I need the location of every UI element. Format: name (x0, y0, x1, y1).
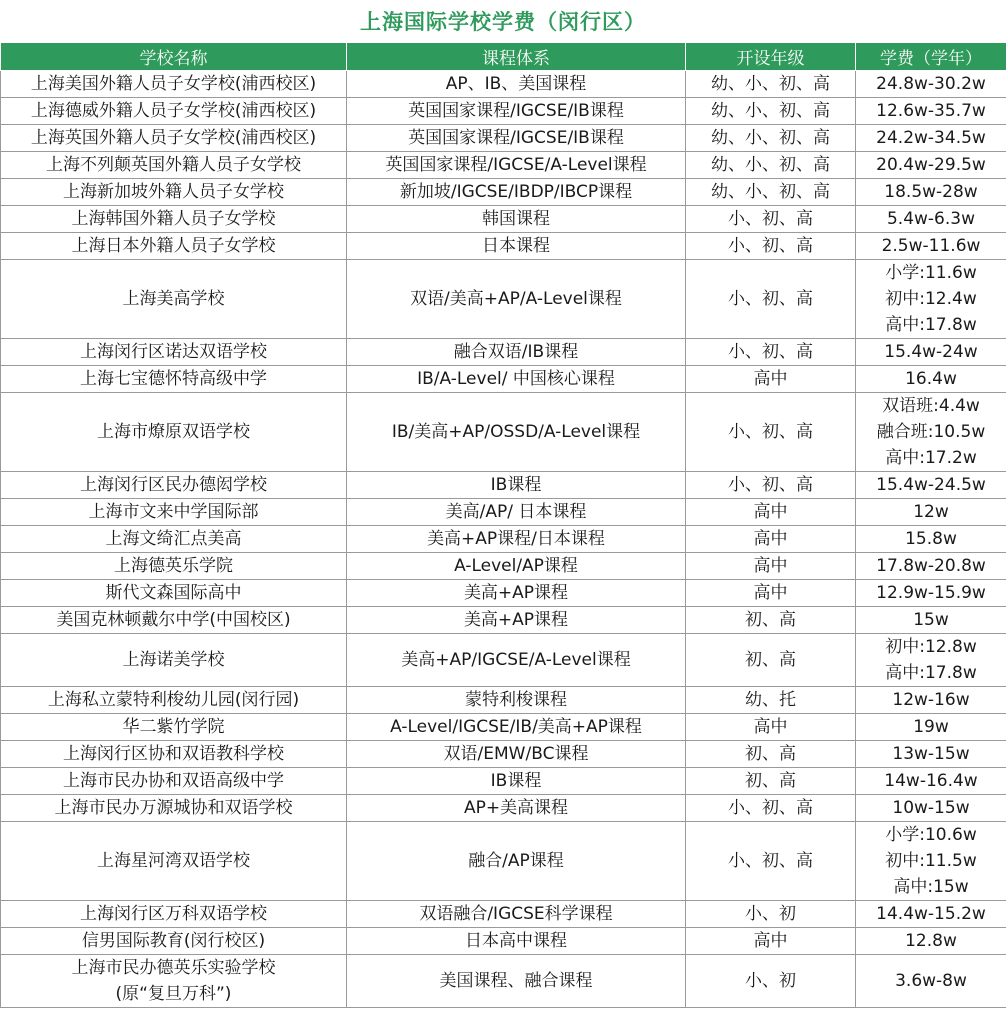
school-name-cell-line: 上海韩国外籍人员子女学校 (71, 209, 276, 229)
tuition-cell (856, 526, 1006, 553)
curriculum-cell: IB课程 (347, 472, 686, 499)
grades-cell: 高中 (686, 499, 856, 526)
school-name-cell-line: 上海美国外籍人员子女学校(浦西校区) (30, 74, 317, 94)
curriculum-cell: 美高+AP课程/日本课程 (347, 526, 686, 553)
curriculum-cell: AP、IB、美国课程 (347, 71, 686, 98)
school-name-cell (1, 741, 347, 768)
school-name-cell (1, 233, 347, 260)
tuition-cell (856, 233, 1006, 260)
school-name-cell (1, 714, 347, 741)
grades-cell: 高中 (686, 580, 856, 607)
table-row (1, 260, 1006, 339)
school-name-cell (1, 206, 347, 233)
table-row (1, 98, 1006, 125)
school-name-cell (1, 152, 347, 179)
grades-cell: 初、高 (686, 607, 856, 634)
page-title: 上海国际学校学费（闵行区） (360, 10, 646, 34)
curriculum-cell: 美高/AP/ 日本课程 (347, 499, 686, 526)
school-name-cell (1, 553, 347, 580)
grades-cell: 高中 (686, 714, 856, 741)
table-row (1, 499, 1006, 526)
school-name-cell-line: 上海美高学校 (122, 289, 225, 309)
grades-cell: 小、初、高 (686, 822, 856, 901)
table-row (1, 928, 1006, 955)
table-row (1, 901, 1006, 928)
tuition-cell-line: 13w-15w (892, 744, 970, 764)
grades-cell: 高中 (686, 526, 856, 553)
tuition-cell-line: 双语班:4.4w (882, 396, 980, 416)
school-name-cell (1, 98, 347, 125)
curriculum-cell: 美国课程、融合课程 (347, 955, 686, 1008)
table-row (1, 741, 1006, 768)
grades-cell: 高中 (686, 366, 856, 393)
tuition-cell (856, 152, 1006, 179)
school-name-cell-line: 上海七宝德怀特高级中学 (80, 369, 267, 389)
table-row (1, 393, 1006, 472)
tuition-cell-line: 24.8w-30.2w (876, 74, 986, 94)
school-name-cell (1, 393, 347, 472)
tuition-cell (856, 339, 1006, 366)
curriculum-cell: 英国国家课程/IGCSE/IB课程 (347, 125, 686, 152)
tuition-cell-line: 12.6w-35.7w (876, 101, 986, 121)
tuition-cell (856, 472, 1006, 499)
curriculum-cell: IB课程 (347, 768, 686, 795)
curriculum-cell: 融合双语/IB课程 (347, 339, 686, 366)
table-row (1, 366, 1006, 393)
table-body (1, 71, 1006, 1008)
table-row (1, 580, 1006, 607)
tuition-cell (856, 179, 1006, 206)
school-name-cell-line: 上海不列颠英国外籍人员子女学校 (46, 155, 301, 175)
tuition-cell (856, 822, 1006, 901)
table-row (1, 714, 1006, 741)
grades-cell: 幼、小、初、高 (686, 98, 856, 125)
school-name-cell (1, 71, 347, 98)
school-name-cell (1, 580, 347, 607)
curriculum-cell: 英国国家课程/IGCSE/IB课程 (347, 98, 686, 125)
curriculum-cell: 韩国课程 (347, 206, 686, 233)
table-row (1, 71, 1006, 98)
tuition-cell-line: 16.4w (905, 369, 957, 389)
school-name-cell-line: (原“复旦万科”) (115, 984, 232, 1004)
curriculum-cell: 日本高中课程 (347, 928, 686, 955)
tuition-cell (856, 634, 1006, 687)
tuition-cell-line: 5.4w-6.3w (886, 209, 975, 229)
tuition-cell (856, 795, 1006, 822)
school-name-cell (1, 928, 347, 955)
table-row (1, 822, 1006, 901)
table-row (1, 339, 1006, 366)
table-row (1, 233, 1006, 260)
tuition-cell-line: 2.5w-11.6w (881, 236, 981, 256)
tuition-cell (856, 901, 1006, 928)
tuition-cell (856, 71, 1006, 98)
tuition-cell-line: 15.8w (905, 529, 957, 549)
tuition-table (0, 42, 1006, 1008)
school-name-cell-line: 上海市民办万源城协和双语学校 (54, 798, 293, 818)
school-name-cell-line: 上海文绮汇点美高 (105, 529, 242, 549)
grades-cell: 小、初、高 (686, 339, 856, 366)
school-name-cell (1, 339, 347, 366)
grades-cell: 幼、小、初、高 (686, 71, 856, 98)
table-row (1, 179, 1006, 206)
tuition-cell-line: 18.5w-28w (884, 182, 978, 202)
school-name-cell (1, 260, 347, 339)
grades-cell: 小、初、高 (686, 233, 856, 260)
grades-cell: 初、高 (686, 634, 856, 687)
column-header-tuition: 学费（学年） (856, 43, 1006, 71)
school-name-cell (1, 366, 347, 393)
school-name-cell-line: 上海市燎原双语学校 (97, 422, 250, 442)
grades-cell: 小、初、高 (686, 206, 856, 233)
tuition-cell-line: 小学:10.6w (885, 825, 977, 845)
school-name-cell-line: 上海闵行区民办德闳学校 (80, 475, 267, 495)
school-name-cell (1, 901, 347, 928)
grades-cell: 幼、小、初、高 (686, 152, 856, 179)
grades-cell: 小、初、高 (686, 260, 856, 339)
school-name-cell (1, 472, 347, 499)
curriculum-cell: 双语/EMW/BC课程 (347, 741, 686, 768)
tuition-cell-line: 10w-15w (892, 798, 970, 818)
tuition-cell-line: 12w (913, 502, 949, 522)
school-name-cell (1, 526, 347, 553)
tuition-cell-line: 高中:17.2w (885, 448, 977, 468)
school-name-cell-line: 上海德威外籍人员子女学校(浦西校区) (30, 101, 317, 121)
table-row (1, 955, 1006, 1008)
grades-cell: 小、初 (686, 901, 856, 928)
tuition-cell-line: 初中:12.8w (885, 637, 977, 657)
grades-cell: 高中 (686, 553, 856, 580)
tuition-cell (856, 393, 1006, 472)
school-name-cell-line: 上海私立蒙特利梭幼儿园(闵行园) (47, 690, 300, 710)
tuition-cell (856, 580, 1006, 607)
column-header-school-name: 学校名称 (1, 43, 347, 71)
school-name-cell (1, 499, 347, 526)
tuition-cell (856, 928, 1006, 955)
tuition-cell-line: 高中:15w (893, 877, 969, 897)
curriculum-cell: 美高+AP/IGCSE/A-Level课程 (347, 634, 686, 687)
school-name-cell (1, 125, 347, 152)
table-row (1, 526, 1006, 553)
school-name-cell-line: 上海市民办德英乐实验学校 (71, 958, 276, 978)
tuition-cell-line: 3.6w-8w (895, 971, 967, 991)
tuition-cell-line: 小学:11.6w (885, 263, 977, 283)
curriculum-cell: IB/美高+AP/OSSD/A-Level课程 (347, 393, 686, 472)
school-name-cell-line: 上海新加坡外籍人员子女学校 (63, 182, 284, 202)
table-row (1, 634, 1006, 687)
curriculum-cell: 融合/AP课程 (347, 822, 686, 901)
tuition-cell-line: 融合班:10.5w (876, 422, 986, 442)
school-name-cell-line: 上海市民办协和双语高级中学 (63, 771, 284, 791)
grades-cell: 小、初 (686, 955, 856, 1008)
table-row (1, 768, 1006, 795)
tuition-cell (856, 98, 1006, 125)
school-name-cell-line: 华二紫竹学院 (122, 717, 225, 737)
grades-cell: 小、初、高 (686, 472, 856, 499)
column-header-curriculum: 课程体系 (347, 43, 686, 71)
grades-cell: 初、高 (686, 741, 856, 768)
curriculum-cell: 双语/美高+AP/A-Level课程 (347, 260, 686, 339)
grades-cell: 小、初、高 (686, 795, 856, 822)
tuition-cell-line: 初中:11.5w (885, 851, 977, 871)
grades-cell: 高中 (686, 928, 856, 955)
grades-cell: 幼、托 (686, 687, 856, 714)
header-row (1, 43, 1006, 71)
curriculum-cell: IB/A-Level/ 中国核心课程 (347, 366, 686, 393)
table-row (1, 795, 1006, 822)
curriculum-cell: 日本课程 (347, 233, 686, 260)
school-name-cell-line: 上海闵行区万科双语学校 (80, 904, 267, 924)
tuition-cell-line: 12.9w-15.9w (876, 583, 986, 603)
school-name-cell (1, 687, 347, 714)
tuition-cell-line: 高中:17.8w (885, 315, 977, 335)
school-name-cell (1, 634, 347, 687)
tuition-cell (856, 499, 1006, 526)
curriculum-cell: 蒙特利梭课程 (347, 687, 686, 714)
school-name-cell-line: 上海星河湾双语学校 (97, 851, 250, 871)
tuition-cell (856, 768, 1006, 795)
grades-cell: 初、高 (686, 768, 856, 795)
tuition-cell (856, 687, 1006, 714)
tuition-cell-line: 高中:17.8w (885, 663, 977, 683)
table-row (1, 125, 1006, 152)
grades-cell: 幼、小、初、高 (686, 179, 856, 206)
table-row (1, 687, 1006, 714)
tuition-cell-line: 14w-16.4w (884, 771, 978, 791)
tuition-cell-line: 15.4w-24w (884, 342, 978, 362)
curriculum-cell: 双语融合/IGCSE科学课程 (347, 901, 686, 928)
school-name-cell-line: 上海德英乐学院 (114, 556, 233, 576)
school-name-cell (1, 768, 347, 795)
tuition-cell (856, 206, 1006, 233)
tuition-cell-line: 14.4w-15.2w (876, 904, 986, 924)
school-name-cell-line: 上海市文来中学国际部 (88, 502, 259, 522)
school-name-cell (1, 179, 347, 206)
school-name-cell-line: 斯代文森国际高中 (105, 583, 242, 603)
curriculum-cell: A-Level/IGCSE/IB/美高+AP课程 (347, 714, 686, 741)
tuition-cell-line: 17.8w-20.8w (876, 556, 986, 576)
curriculum-cell: AP+美高课程 (347, 795, 686, 822)
table-row (1, 553, 1006, 580)
curriculum-cell: 美高+AP课程 (347, 580, 686, 607)
grades-cell: 幼、小、初、高 (686, 125, 856, 152)
tuition-cell (856, 260, 1006, 339)
grades-cell: 小、初、高 (686, 393, 856, 472)
school-name-cell-line: 上海闵行区协和双语教科学校 (63, 744, 284, 764)
table-row (1, 607, 1006, 634)
tuition-cell-line: 初中:12.4w (885, 289, 977, 309)
table-header (1, 43, 1006, 71)
curriculum-cell: 美高+AP课程 (347, 607, 686, 634)
tuition-cell (856, 125, 1006, 152)
school-name-cell-line: 上海日本外籍人员子女学校 (71, 236, 276, 256)
school-name-cell-line: 上海诺美学校 (122, 650, 225, 670)
curriculum-cell: A-Level/AP课程 (347, 553, 686, 580)
tuition-cell (856, 714, 1006, 741)
tuition-cell-line: 15.4w-24.5w (876, 475, 986, 495)
tuition-cell (856, 607, 1006, 634)
school-name-cell-line: 信男国际教育(闵行校区) (81, 931, 266, 951)
tuition-cell-line: 12w-16w (892, 690, 970, 710)
school-name-cell (1, 795, 347, 822)
tuition-cell-line: 12.8w (905, 931, 957, 951)
tuition-cell-line: 24.2w-34.5w (876, 128, 986, 148)
column-header-grades: 开设年级 (686, 43, 856, 71)
tuition-cell (856, 741, 1006, 768)
school-name-cell (1, 822, 347, 901)
tuition-cell (856, 955, 1006, 1008)
tuition-cell-line: 15w (913, 610, 949, 630)
table-row (1, 472, 1006, 499)
school-name-cell-line: 上海英国外籍人员子女学校(浦西校区) (30, 128, 317, 148)
title-bar (0, 0, 1006, 42)
school-name-cell (1, 607, 347, 634)
table-row (1, 152, 1006, 179)
table-row (1, 206, 1006, 233)
curriculum-cell: 英国国家课程/IGCSE/A-Level课程 (347, 152, 686, 179)
curriculum-cell: 新加坡/IGCSE/IBDP/IBCP课程 (347, 179, 686, 206)
tuition-cell-line: 19w (913, 717, 949, 737)
tuition-cell (856, 553, 1006, 580)
tuition-cell (856, 366, 1006, 393)
school-name-cell-line: 上海闵行区诺达双语学校 (80, 342, 267, 362)
school-name-cell (1, 955, 347, 1008)
school-name-cell-line: 美国克林顿戴尔中学(中国校区) (56, 610, 291, 630)
tuition-cell-line: 20.4w-29.5w (876, 155, 986, 175)
